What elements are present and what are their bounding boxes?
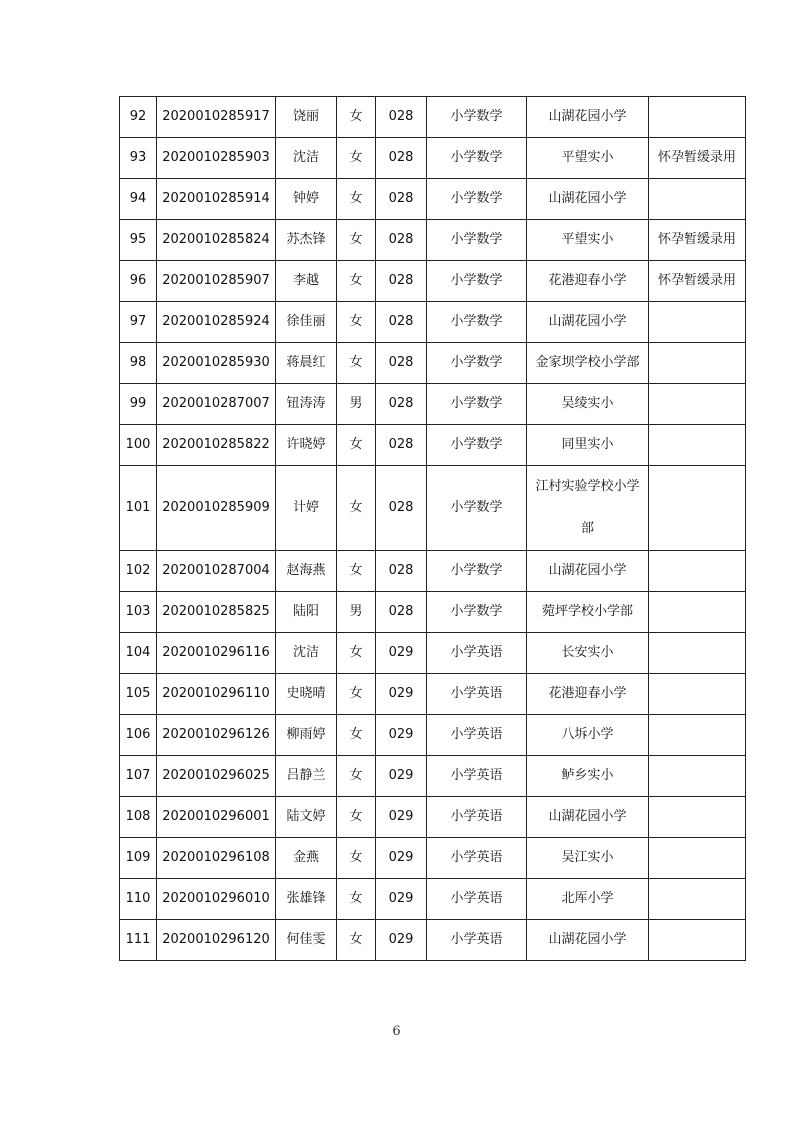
table-body xyxy=(120,97,746,961)
exam-id-cell: 2020010296116 xyxy=(157,633,276,674)
position-code-cell: 028 xyxy=(376,425,427,466)
row-number-cell: 100 xyxy=(120,425,157,466)
position-code-cell: 028 xyxy=(376,592,427,633)
table-row xyxy=(120,920,746,961)
exam-id-cell: 2020010285824 xyxy=(157,220,276,261)
row-number-cell: 101 xyxy=(120,466,157,551)
exam-id-cell: 2020010285903 xyxy=(157,138,276,179)
position-code-cell: 028 xyxy=(376,179,427,220)
position-code-cell: 028 xyxy=(376,466,427,551)
position-code-cell: 028 xyxy=(376,551,427,592)
school-cell: 同里实小 xyxy=(527,425,649,466)
position-code-cell: 028 xyxy=(376,220,427,261)
row-number-cell: 109 xyxy=(120,838,157,879)
exam-id-cell: 2020010285907 xyxy=(157,261,276,302)
school-cell: 平望实小 xyxy=(527,138,649,179)
exam-id-cell: 2020010285914 xyxy=(157,179,276,220)
candidate-name-cell: 沈洁 xyxy=(276,138,337,179)
position-code-cell: 029 xyxy=(376,797,427,838)
table-row xyxy=(120,838,746,879)
school-cell: 山湖花园小学 xyxy=(527,302,649,343)
gender-cell: 女 xyxy=(337,551,376,592)
candidate-name-cell: 钟婷 xyxy=(276,179,337,220)
candidate-name-cell: 赵海燕 xyxy=(276,551,337,592)
candidate-name-cell: 计婷 xyxy=(276,466,337,551)
candidate-name-cell: 金燕 xyxy=(276,838,337,879)
row-number-cell: 94 xyxy=(120,179,157,220)
row-number-cell: 95 xyxy=(120,220,157,261)
row-number-cell: 106 xyxy=(120,715,157,756)
exam-id-cell: 2020010285825 xyxy=(157,592,276,633)
table-row xyxy=(120,179,746,220)
gender-cell: 女 xyxy=(337,343,376,384)
table-row xyxy=(120,220,746,261)
exam-id-cell: 2020010285924 xyxy=(157,302,276,343)
subject-cell: 小学数学 xyxy=(427,425,527,466)
school-cell: 山湖花园小学 xyxy=(527,920,649,961)
remark-cell xyxy=(649,715,746,756)
gender-cell: 女 xyxy=(337,138,376,179)
remark-cell xyxy=(649,879,746,920)
exam-id-cell: 2020010285930 xyxy=(157,343,276,384)
school-cell: 鲈乡实小 xyxy=(527,756,649,797)
school-cell: 长安实小 xyxy=(527,633,649,674)
school-cell: 花港迎春小学 xyxy=(527,674,649,715)
exam-id-cell: 2020010296126 xyxy=(157,715,276,756)
subject-cell: 小学英语 xyxy=(427,715,527,756)
row-number-cell: 108 xyxy=(120,797,157,838)
remark-cell xyxy=(649,920,746,961)
school-cell: 金家坝学校小学部 xyxy=(527,343,649,384)
candidate-name-cell: 钮涛涛 xyxy=(276,384,337,425)
remark-cell xyxy=(649,425,746,466)
row-number-cell: 103 xyxy=(120,592,157,633)
results-table xyxy=(119,96,746,961)
school-cell: 山湖花园小学 xyxy=(527,551,649,592)
subject-cell: 小学数学 xyxy=(427,551,527,592)
candidate-name-cell: 许晓婷 xyxy=(276,425,337,466)
subject-cell: 小学数学 xyxy=(427,97,527,138)
table-row xyxy=(120,879,746,920)
exam-id-cell: 2020010296010 xyxy=(157,879,276,920)
position-code-cell: 029 xyxy=(376,838,427,879)
candidate-name-cell: 何佳雯 xyxy=(276,920,337,961)
exam-id-cell: 2020010296110 xyxy=(157,674,276,715)
candidate-name-cell: 苏杰锋 xyxy=(276,220,337,261)
subject-cell: 小学数学 xyxy=(427,138,527,179)
gender-cell: 女 xyxy=(337,97,376,138)
remark-cell xyxy=(649,674,746,715)
school-cell: 山湖花园小学 xyxy=(527,97,649,138)
row-number-cell: 104 xyxy=(120,633,157,674)
gender-cell: 女 xyxy=(337,633,376,674)
table-row xyxy=(120,425,746,466)
school-cell: 平望实小 xyxy=(527,220,649,261)
gender-cell: 女 xyxy=(337,674,376,715)
candidate-name-cell: 柳雨婷 xyxy=(276,715,337,756)
row-number-cell: 99 xyxy=(120,384,157,425)
table-row xyxy=(120,592,746,633)
table-row xyxy=(120,797,746,838)
gender-cell: 女 xyxy=(337,261,376,302)
remark-cell: 怀孕暂缓录用 xyxy=(649,261,746,302)
subject-cell: 小学数学 xyxy=(427,466,527,551)
row-number-cell: 96 xyxy=(120,261,157,302)
remark-cell: 怀孕暂缓录用 xyxy=(649,220,746,261)
remark-cell xyxy=(649,633,746,674)
subject-cell: 小学数学 xyxy=(427,179,527,220)
remark-cell xyxy=(649,551,746,592)
position-code-cell: 028 xyxy=(376,384,427,425)
results-table-container xyxy=(119,96,745,961)
candidate-name-cell: 李越 xyxy=(276,261,337,302)
gender-cell: 男 xyxy=(337,592,376,633)
candidate-name-cell: 陆文婷 xyxy=(276,797,337,838)
row-number-cell: 98 xyxy=(120,343,157,384)
row-number-cell: 107 xyxy=(120,756,157,797)
candidate-name-cell: 蒋晨红 xyxy=(276,343,337,384)
position-code-cell: 028 xyxy=(376,302,427,343)
position-code-cell: 029 xyxy=(376,920,427,961)
subject-cell: 小学英语 xyxy=(427,633,527,674)
table-row xyxy=(120,466,746,551)
subject-cell: 小学英语 xyxy=(427,674,527,715)
table-row xyxy=(120,138,746,179)
subject-cell: 小学英语 xyxy=(427,920,527,961)
row-number-cell: 92 xyxy=(120,97,157,138)
candidate-name-cell: 徐佳丽 xyxy=(276,302,337,343)
table-row xyxy=(120,674,746,715)
subject-cell: 小学数学 xyxy=(427,343,527,384)
position-code-cell: 028 xyxy=(376,343,427,384)
table-row xyxy=(120,97,746,138)
remark-cell xyxy=(649,343,746,384)
table-row xyxy=(120,261,746,302)
gender-cell: 女 xyxy=(337,179,376,220)
remark-cell: 怀孕暂缓录用 xyxy=(649,138,746,179)
exam-id-cell: 2020010285917 xyxy=(157,97,276,138)
position-code-cell: 029 xyxy=(376,633,427,674)
remark-cell xyxy=(649,466,746,551)
candidate-name-cell: 史晓晴 xyxy=(276,674,337,715)
subject-cell: 小学英语 xyxy=(427,879,527,920)
table-row xyxy=(120,551,746,592)
remark-cell xyxy=(649,97,746,138)
gender-cell: 女 xyxy=(337,920,376,961)
exam-id-cell: 2020010296120 xyxy=(157,920,276,961)
gender-cell: 女 xyxy=(337,838,376,879)
table-row xyxy=(120,756,746,797)
remark-cell xyxy=(649,756,746,797)
candidate-name-cell: 饶丽 xyxy=(276,97,337,138)
position-code-cell: 028 xyxy=(376,138,427,179)
gender-cell: 女 xyxy=(337,879,376,920)
exam-id-cell: 2020010285822 xyxy=(157,425,276,466)
table-row xyxy=(120,302,746,343)
gender-cell: 女 xyxy=(337,797,376,838)
candidate-name-cell: 张雄锋 xyxy=(276,879,337,920)
exam-id-cell: 2020010296108 xyxy=(157,838,276,879)
gender-cell: 男 xyxy=(337,384,376,425)
remark-cell xyxy=(649,302,746,343)
school-cell: 吴江实小 xyxy=(527,838,649,879)
gender-cell: 女 xyxy=(337,425,376,466)
school-cell: 江村实验学校小学部 xyxy=(527,466,649,551)
remark-cell xyxy=(649,179,746,220)
table-row xyxy=(120,343,746,384)
exam-id-cell: 2020010287007 xyxy=(157,384,276,425)
position-code-cell: 029 xyxy=(376,756,427,797)
gender-cell: 女 xyxy=(337,466,376,551)
gender-cell: 女 xyxy=(337,715,376,756)
gender-cell: 女 xyxy=(337,302,376,343)
page-number: 6 xyxy=(392,1024,401,1039)
row-number-cell: 105 xyxy=(120,674,157,715)
school-cell: 吴绫实小 xyxy=(527,384,649,425)
exam-id-cell: 2020010285909 xyxy=(157,466,276,551)
school-cell: 山湖花园小学 xyxy=(527,797,649,838)
candidate-name-cell: 吕静兰 xyxy=(276,756,337,797)
position-code-cell: 029 xyxy=(376,674,427,715)
row-number-cell: 93 xyxy=(120,138,157,179)
candidate-name-cell: 陆阳 xyxy=(276,592,337,633)
remark-cell xyxy=(649,838,746,879)
position-code-cell: 029 xyxy=(376,715,427,756)
remark-cell xyxy=(649,797,746,838)
subject-cell: 小学英语 xyxy=(427,838,527,879)
school-cell: 花港迎春小学 xyxy=(527,261,649,302)
row-number-cell: 102 xyxy=(120,551,157,592)
school-cell: 山湖花园小学 xyxy=(527,179,649,220)
table-row xyxy=(120,384,746,425)
row-number-cell: 110 xyxy=(120,879,157,920)
position-code-cell: 028 xyxy=(376,97,427,138)
remark-cell xyxy=(649,384,746,425)
school-cell: 八坼小学 xyxy=(527,715,649,756)
row-number-cell: 111 xyxy=(120,920,157,961)
school-cell: 菀坪学校小学部 xyxy=(527,592,649,633)
candidate-name-cell: 沈洁 xyxy=(276,633,337,674)
subject-cell: 小学数学 xyxy=(427,261,527,302)
subject-cell: 小学英语 xyxy=(427,756,527,797)
subject-cell: 小学数学 xyxy=(427,384,527,425)
remark-cell xyxy=(649,592,746,633)
subject-cell: 小学数学 xyxy=(427,592,527,633)
position-code-cell: 029 xyxy=(376,879,427,920)
subject-cell: 小学英语 xyxy=(427,797,527,838)
subject-cell: 小学数学 xyxy=(427,302,527,343)
table-row xyxy=(120,715,746,756)
position-code-cell: 028 xyxy=(376,261,427,302)
gender-cell: 女 xyxy=(337,220,376,261)
exam-id-cell: 2020010287004 xyxy=(157,551,276,592)
exam-id-cell: 2020010296001 xyxy=(157,797,276,838)
exam-id-cell: 2020010296025 xyxy=(157,756,276,797)
row-number-cell: 97 xyxy=(120,302,157,343)
table-row xyxy=(120,633,746,674)
subject-cell: 小学数学 xyxy=(427,220,527,261)
gender-cell: 女 xyxy=(337,756,376,797)
school-cell: 北厍小学 xyxy=(527,879,649,920)
